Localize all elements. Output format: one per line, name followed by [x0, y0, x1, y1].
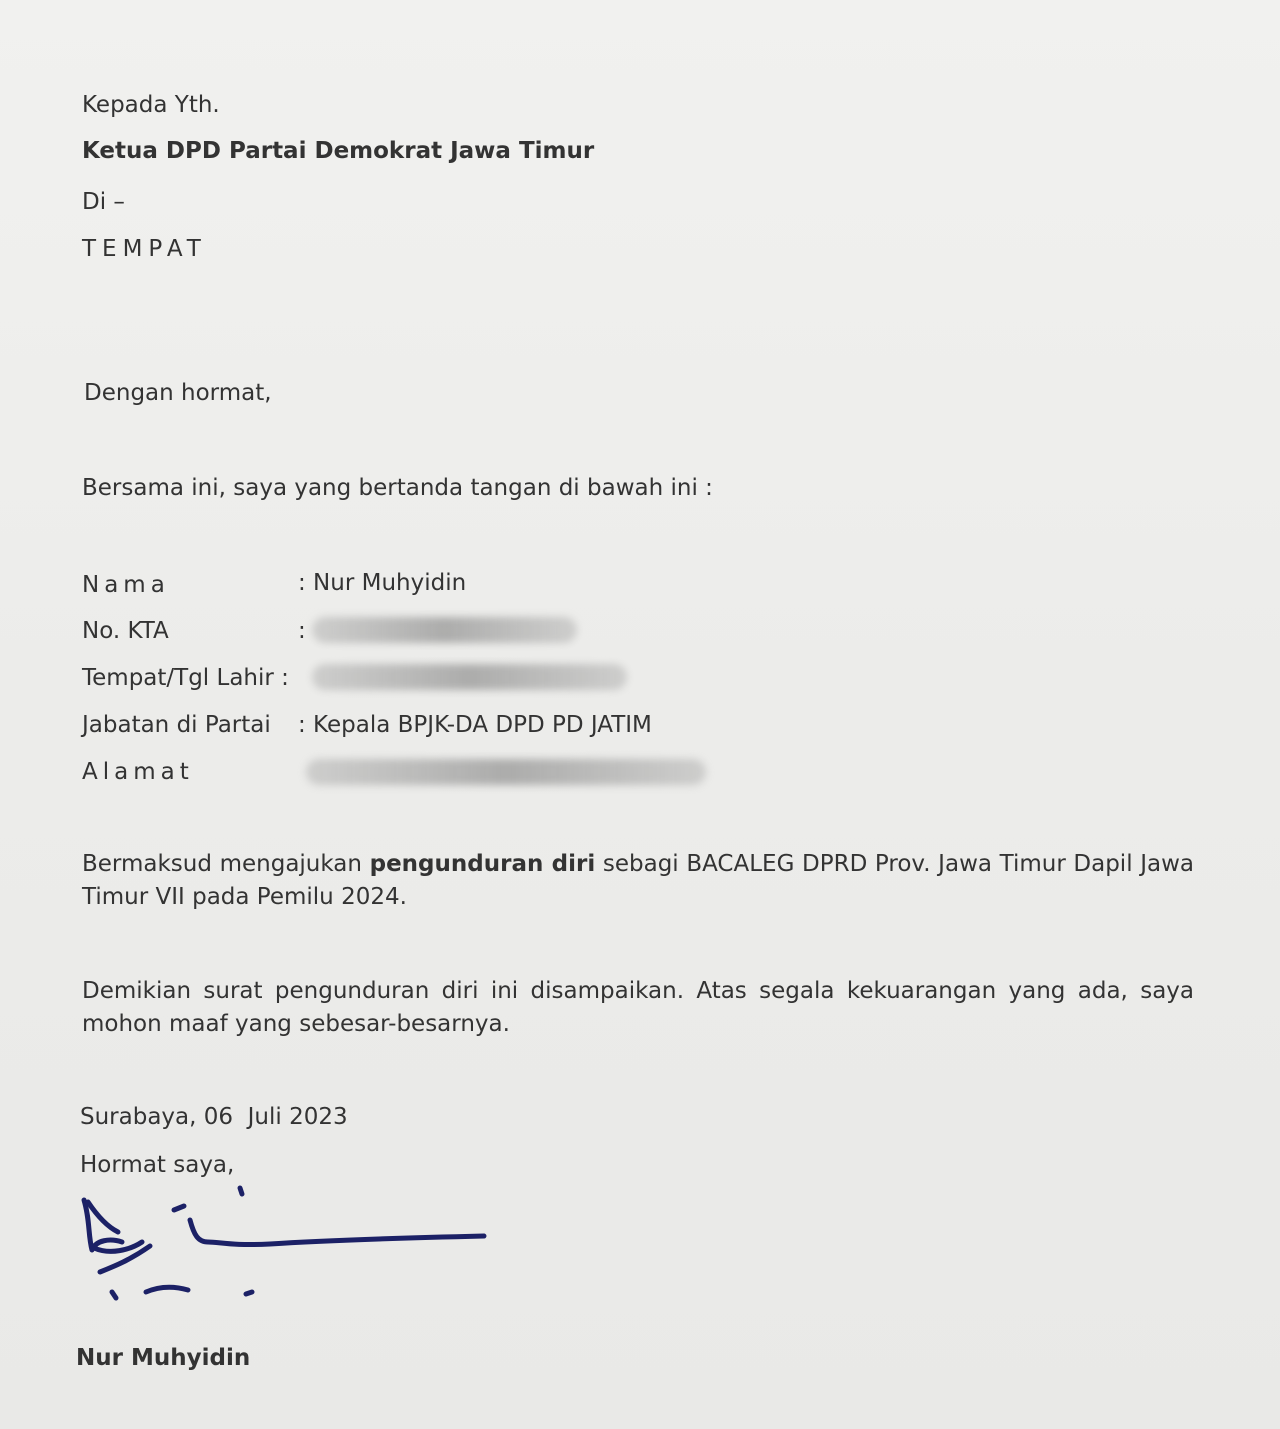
field-value-nama: : Nur Muhyidin	[298, 570, 467, 596]
redacted-alamat	[306, 759, 706, 785]
intro-text: Bersama ini, saya yang bertanda tangan di bawah ini :	[82, 475, 713, 501]
salutation: Dengan hormat,	[84, 380, 272, 406]
signature	[70, 1180, 510, 1320]
redacted-ttl	[312, 664, 627, 690]
signer-name: Nur Muhyidin	[76, 1345, 251, 1371]
redacted-kta	[312, 617, 577, 643]
body-paragraph-1: Bermaksud mengajukan pengunduran diri sebagi BACALEG DPRD Prov. Jawa Timur Dapil Jawa Timur VII pada Pemilu 2024.	[82, 851, 1194, 910]
di-line: Di –	[82, 189, 125, 215]
field-label-nama: Nama	[82, 572, 170, 598]
field-value-kta: :	[298, 618, 306, 644]
place: TEMPAT	[82, 236, 207, 262]
field-label-kta: No. KTA	[82, 618, 169, 644]
field-label-alamat: Alamat	[82, 759, 194, 785]
recipient: Ketua DPD Partai Demokrat Jawa Timur	[82, 138, 595, 164]
field-value-jabatan: : Kepala BPJK-DA DPD PD JATIM	[298, 712, 652, 738]
field-label-jabatan: Jabatan di Partai	[82, 712, 271, 738]
closing: Hormat saya,	[80, 1152, 235, 1178]
date-line: Surabaya, 06 Juli 2023	[80, 1104, 348, 1130]
greeting: Kepada Yth.	[82, 92, 220, 118]
body-paragraph-2: Demikian surat pengunduran diri ini disampaikan. Atas segala kekuarangan yang ada, saya mohon maaf yang sebesar-besarnya.	[82, 978, 1194, 1037]
field-label-ttl: Tempat/Tgl Lahir :	[82, 665, 289, 691]
